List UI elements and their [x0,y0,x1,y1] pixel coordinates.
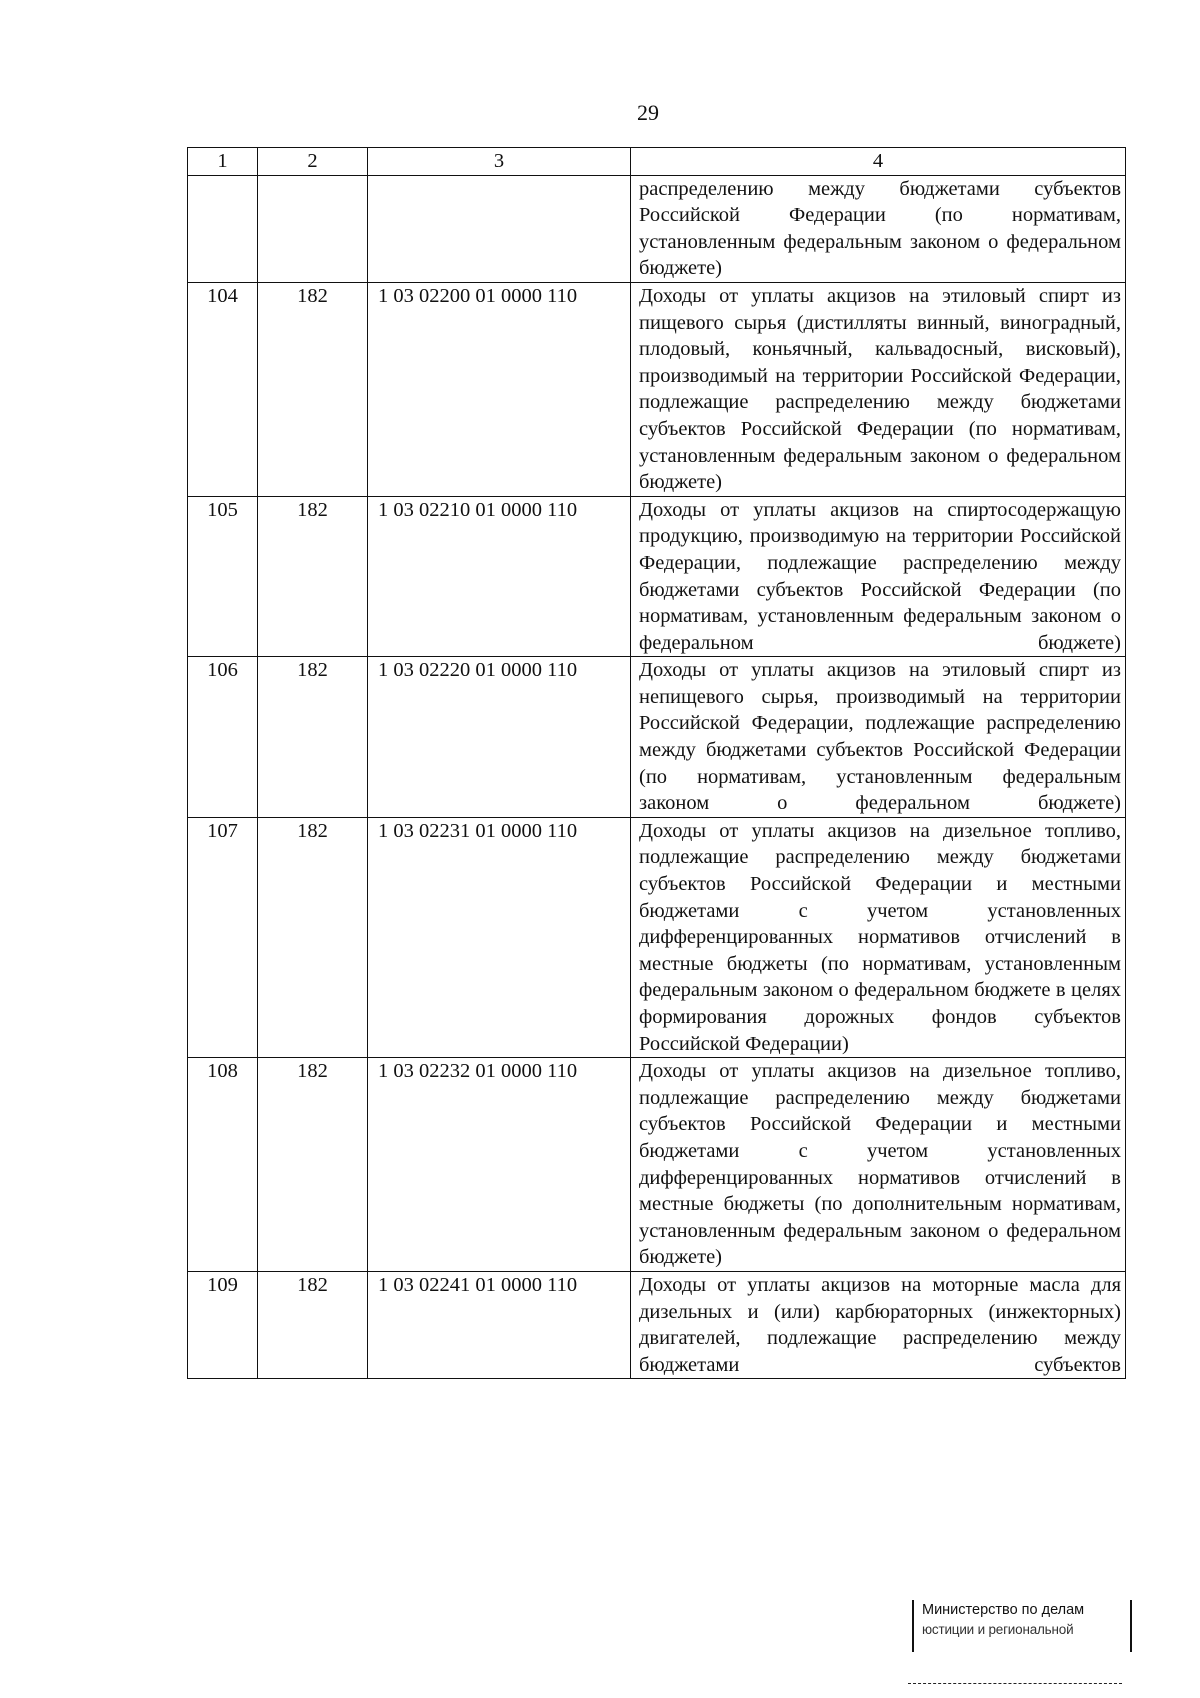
income-description: Доходы от уплаты акцизов на моторные масла для дизельных и (или) карбюраторных (инжекторных) двигателей, подлежащие распределению между бюджетами субъектов [631,1271,1126,1378]
admin-code: 182 [258,817,368,1057]
admin-code [258,175,368,282]
budget-classification-code: 1 03 02232 01 0000 110 [368,1058,631,1272]
income-description: Доходы от уплаты акцизов на спиртосодержащую продукцию, производимую на территории Российской Федерации, подлежащие распределению между бюджетами субъектов Российской Федерации (по нормативам, установленным федеральным законом о федеральном бюджете) [631,496,1126,657]
row-number: 104 [188,282,258,496]
stamp-underline [908,1683,1122,1684]
row-number: 107 [188,817,258,1057]
row-number: 105 [188,496,258,657]
admin-code: 182 [258,1271,368,1378]
budget-classification-code [368,175,631,282]
income-description: Доходы от уплаты акцизов на этиловый спирт из пищевого сырья (дистилляты винный, виноградный, плодовый, коньячный, кальвадосный, висковый), производимый на территории Российской Федерации, подлежащие распределению между бюджетами субъектов Российской Федерации (по нормативам, установленным федеральным законом о федеральном бюджете) [631,282,1126,496]
admin-code: 182 [258,496,368,657]
header-col-4: 4 [631,148,1126,176]
header-col-3: 3 [368,148,631,176]
row-number: 108 [188,1058,258,1272]
header-col-1: 1 [188,148,258,176]
page-number: 29 [637,100,659,125]
income-description: Доходы от уплаты акцизов на дизельное топливо, подлежащие распределению между бюджетами субъектов Российской Федерации и местными бюджетами с учетом установленных дифференцированных нормативов отчислений в местные бюджеты (по нормативам, установленным федеральным законом о федеральном бюджете в целях формирования дорожных фондов субъектов Российской Федерации) [631,817,1126,1057]
row-number: 106 [188,657,258,818]
table-row [188,817,1126,1057]
income-description: Доходы от уплаты акцизов на дизельное топливо, подлежащие распределению между бюджетами субъектов Российской Федерации и местными бюджетами с учетом установленных дифференцированных нормативов отчислений в местные бюджеты (по дополнительным нормативам, установленным федеральным законом о федеральном бюджете) [631,1058,1126,1272]
table-row [188,282,1126,496]
ministry-stamp [912,1600,1132,1652]
income-description: Доходы от уплаты акцизов на этиловый спирт из непищевого сырья, производимый на территории Российской Федерации, подлежащие распределению между бюджетами субъектов Российской Федерации (по нормативам, установленным федеральным законом о федеральном бюджете) [631,657,1126,818]
row-number [188,175,258,282]
stamp-line-1: Министерство по делам [922,1602,1085,1618]
table-row [188,496,1126,657]
admin-code: 182 [258,657,368,818]
table-row [188,1271,1126,1378]
budget-classification-code: 1 03 02200 01 0000 110 [368,282,631,496]
row-number: 109 [188,1271,258,1378]
table-row [188,175,1126,282]
budget-classification-code: 1 03 02210 01 0000 110 [368,496,631,657]
stamp-line-2: юстиции и региональной [922,1622,1074,1637]
admin-code: 182 [258,1058,368,1272]
table-header-row [188,148,1126,176]
income-description: распределению между бюджетами субъектов Российской Федерации (по нормативам, установленным федеральным законом о федеральном бюджете) [631,175,1126,282]
table-row [188,1058,1126,1272]
admin-code: 182 [258,282,368,496]
table-row [188,657,1126,818]
budget-classification-code: 1 03 02220 01 0000 110 [368,657,631,818]
income-codes-table [187,147,1126,1379]
budget-classification-code: 1 03 02231 01 0000 110 [368,817,631,1057]
budget-classification-code: 1 03 02241 01 0000 110 [368,1271,631,1378]
header-col-2: 2 [258,148,368,176]
